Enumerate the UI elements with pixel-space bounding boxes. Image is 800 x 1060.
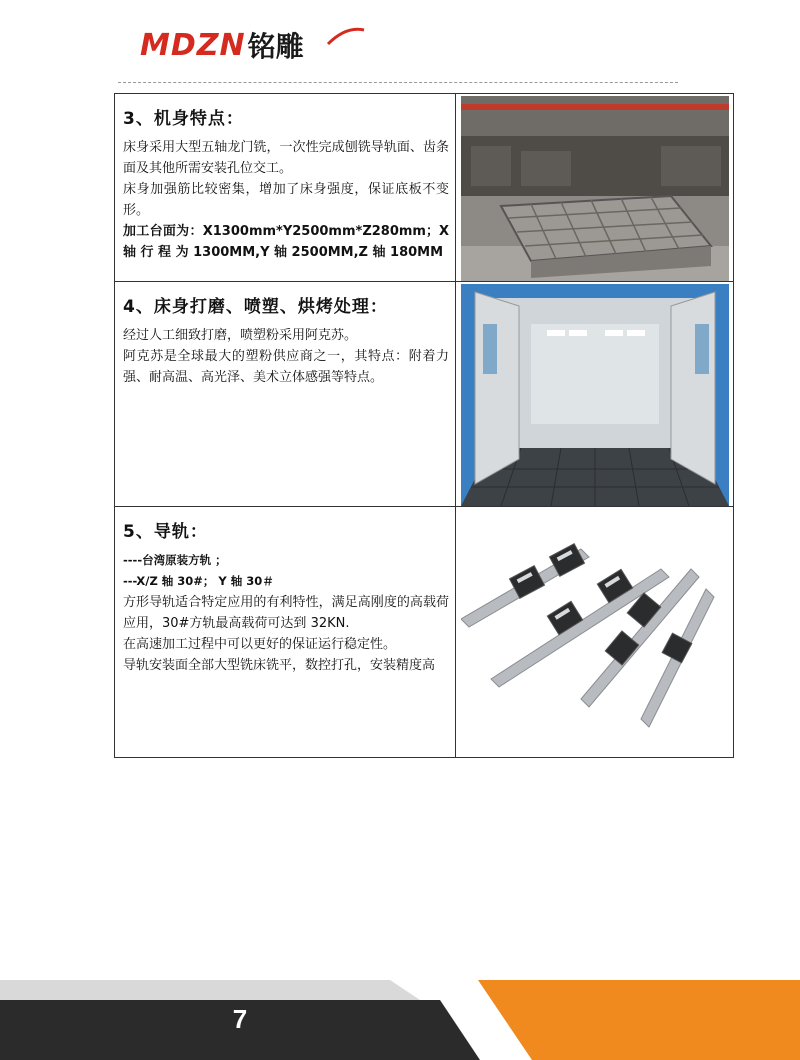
section-title: 5、导轨：	[123, 522, 208, 542]
section-paragraph: 床身加强筋比较密集，增加了床身强度，保证底板不变形。	[123, 182, 449, 218]
section-paragraph: 导轨安装面全部大型铣床铣平，数控打孔，安装精度高	[123, 658, 436, 673]
section-text-cell	[115, 94, 456, 282]
section-title: 3、机身特点：	[123, 109, 244, 129]
logo-swoosh-icon	[326, 24, 366, 48]
section-paragraph: ---X/Z 轴 30#； Y 轴 30＃	[123, 574, 274, 588]
section-paragraph: ----台湾原装方轨 ；	[123, 553, 227, 567]
section-paragraph: 床身采用大型五轴龙门铣，一次性完成刨铣导轨面、齿条面及其他所需安装孔位交工。	[123, 140, 449, 176]
table-row	[115, 282, 734, 507]
header-divider	[118, 82, 678, 83]
logo-text-cn: 铭雕	[247, 30, 304, 63]
logo-text-en: MDZN	[140, 27, 246, 63]
section-paragraph: 经过人工细致打磨，喷塑粉采用阿克苏。	[123, 328, 358, 343]
section-image-cell	[456, 507, 734, 758]
section-text-cell	[115, 507, 456, 758]
section-text-cell	[115, 282, 456, 507]
table-row	[115, 507, 734, 758]
paint-booth-photo	[461, 284, 729, 506]
section-paragraph: 阿克苏是全球最大的塑粉供应商之一，其特点：附着力强、耐高温、高光泽、美术立体感强等特点。	[123, 349, 449, 385]
linear-guide-rails-photo	[461, 509, 729, 739]
section-paragraph: 方形导轨适合特定应用的有利特性，满足高刚度的高载荷应用，30#方轨最高载荷可达到 32KN.	[123, 595, 449, 631]
section-image-cell	[456, 94, 734, 282]
section-paragraph: 在高速加工过程中可以更好的保证运行稳定性。	[123, 637, 397, 652]
welded-bed-frame-photo	[461, 96, 729, 281]
page-number: 7	[232, 1004, 248, 1034]
table-row	[115, 94, 734, 282]
spec-table	[114, 93, 734, 758]
section-image-cell	[456, 282, 734, 507]
section-title: 4、床身打磨、喷塑、烘烤处理：	[123, 297, 388, 317]
section-paragraph: 加工台面为：X1300mm*Y2500mm*Z280mm；X 轴 行 程 为 1300MM,Y 轴 2500MM,Z 轴 180MM	[123, 224, 449, 260]
company-logo	[140, 20, 304, 70]
